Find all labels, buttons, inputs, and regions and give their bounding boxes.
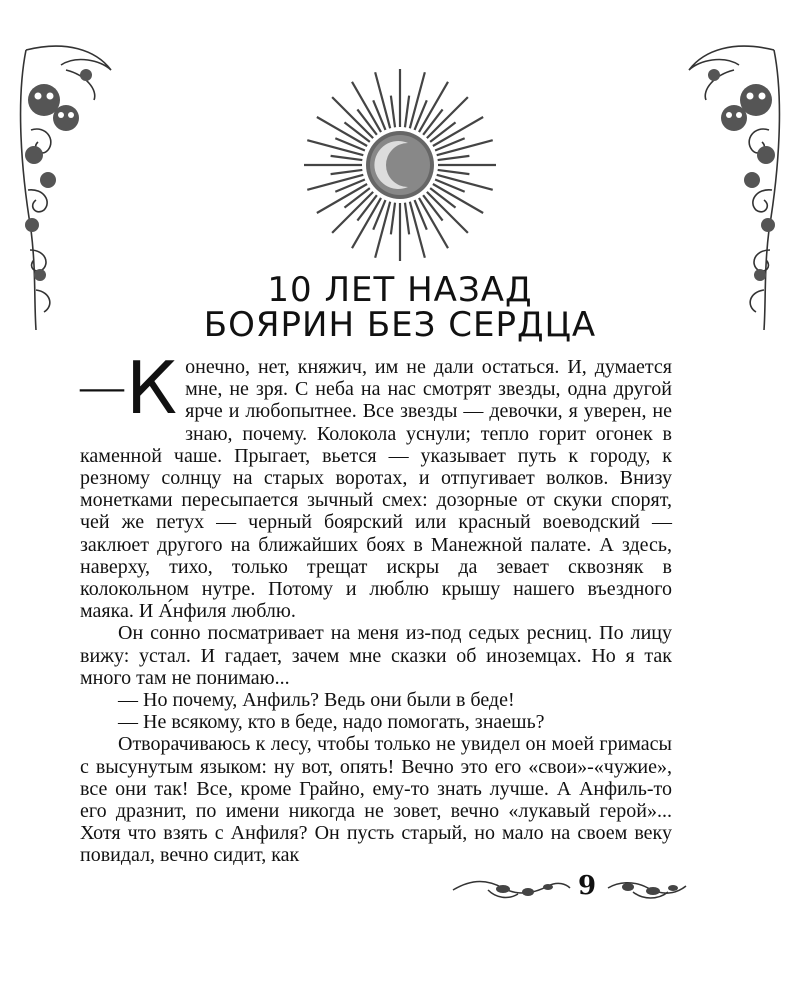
drop-cap bbox=[80, 346, 178, 430]
sun-ray bbox=[410, 72, 425, 128]
page-number: 9 bbox=[577, 871, 597, 901]
paragraph bbox=[80, 346, 672, 623]
paragraph-text: онечно, нет, княжич, им не дали остаться. И, думается мне, не зря. С неба на нас смотрят звезды, одна другой ярче и любопытнее. Все звезды — девочки, я уверен, не знаю, почему. Колокола уснули; тепло горит огонек в каменной чаше. Прыгает, вьется — указывает путь к городу, к резному солнцу на старых воротах, и отпугивает волков. Внизу монетками пересыпается зычный смех: дозорные от скуки спорят, чей же петух — черный боярский или красный воеводский — заклюет другого на ближайших боях в Манежной палате. А здесь, наверху, тихо, только трещат искры да зевает сквозняк в колокольном нутре. Потому и люблю крышу нашего въездного маяка. И А́нфиля люблю. bbox=[80, 356, 672, 623]
corner-ornament-left-icon bbox=[6, 30, 116, 340]
chapter-body bbox=[80, 346, 672, 867]
chapter-title-line2: БОЯРИН БЕЗ СЕРДЦА bbox=[203, 305, 597, 345]
sun-ray bbox=[331, 156, 363, 160]
chapter-title-line1: 10 ЛЕТ НАЗАД bbox=[267, 270, 533, 310]
drop-cap-dash: — bbox=[80, 362, 124, 411]
sun-ray bbox=[427, 97, 468, 138]
sun-ray bbox=[438, 156, 470, 160]
drop-cap-letter: К bbox=[126, 346, 178, 430]
paragraph: — Но почему, Анфиль? Ведь они были в беде! bbox=[118, 689, 515, 712]
sun-ray bbox=[391, 203, 395, 235]
sun-ray bbox=[410, 202, 425, 258]
sun-ray bbox=[405, 203, 409, 235]
sun-ray bbox=[375, 202, 390, 258]
sun-ray bbox=[332, 97, 373, 138]
sun-ray bbox=[391, 96, 395, 128]
footer-ornament-icon bbox=[448, 868, 688, 912]
paragraph: Отворачиваюсь к лесу, чтобы только не увидел он моей гримасы с высунутым языком: ну вот, опять! Вечно это его «свои»-«чужие», все они так! Все, кроме Грайно, ему-то знать лучше. А Анфиль-то его дразнит, по имени никогда не зовет, вечно «лукавый герой»... Хотя что взять с Анфиля? Он пусть старый, но мало на своем веку повидал, вечно сидит, как bbox=[80, 733, 672, 867]
sun-ray bbox=[427, 192, 468, 233]
sun-ray bbox=[307, 140, 363, 155]
sun-ray bbox=[405, 96, 409, 128]
paragraph: — Не всякому, кто в беде, надо помогать, знаешь? bbox=[118, 711, 545, 734]
sun-ray bbox=[332, 192, 373, 233]
corner-ornament-right-icon bbox=[684, 30, 794, 340]
sun-ray bbox=[437, 175, 493, 190]
sun-ray bbox=[438, 170, 470, 174]
sun-ray bbox=[307, 175, 363, 190]
sun-moon-icon bbox=[300, 65, 500, 265]
sun-ray bbox=[437, 140, 493, 155]
sun-ray bbox=[375, 72, 390, 128]
sun-ray bbox=[331, 170, 363, 174]
paragraph: Он сонно посматривает на меня из-под седых ресниц. По лицу вижу: устал. И гадает, зачем мне сказки об иноземцах. Но я так много там не понимаю... bbox=[80, 622, 672, 689]
